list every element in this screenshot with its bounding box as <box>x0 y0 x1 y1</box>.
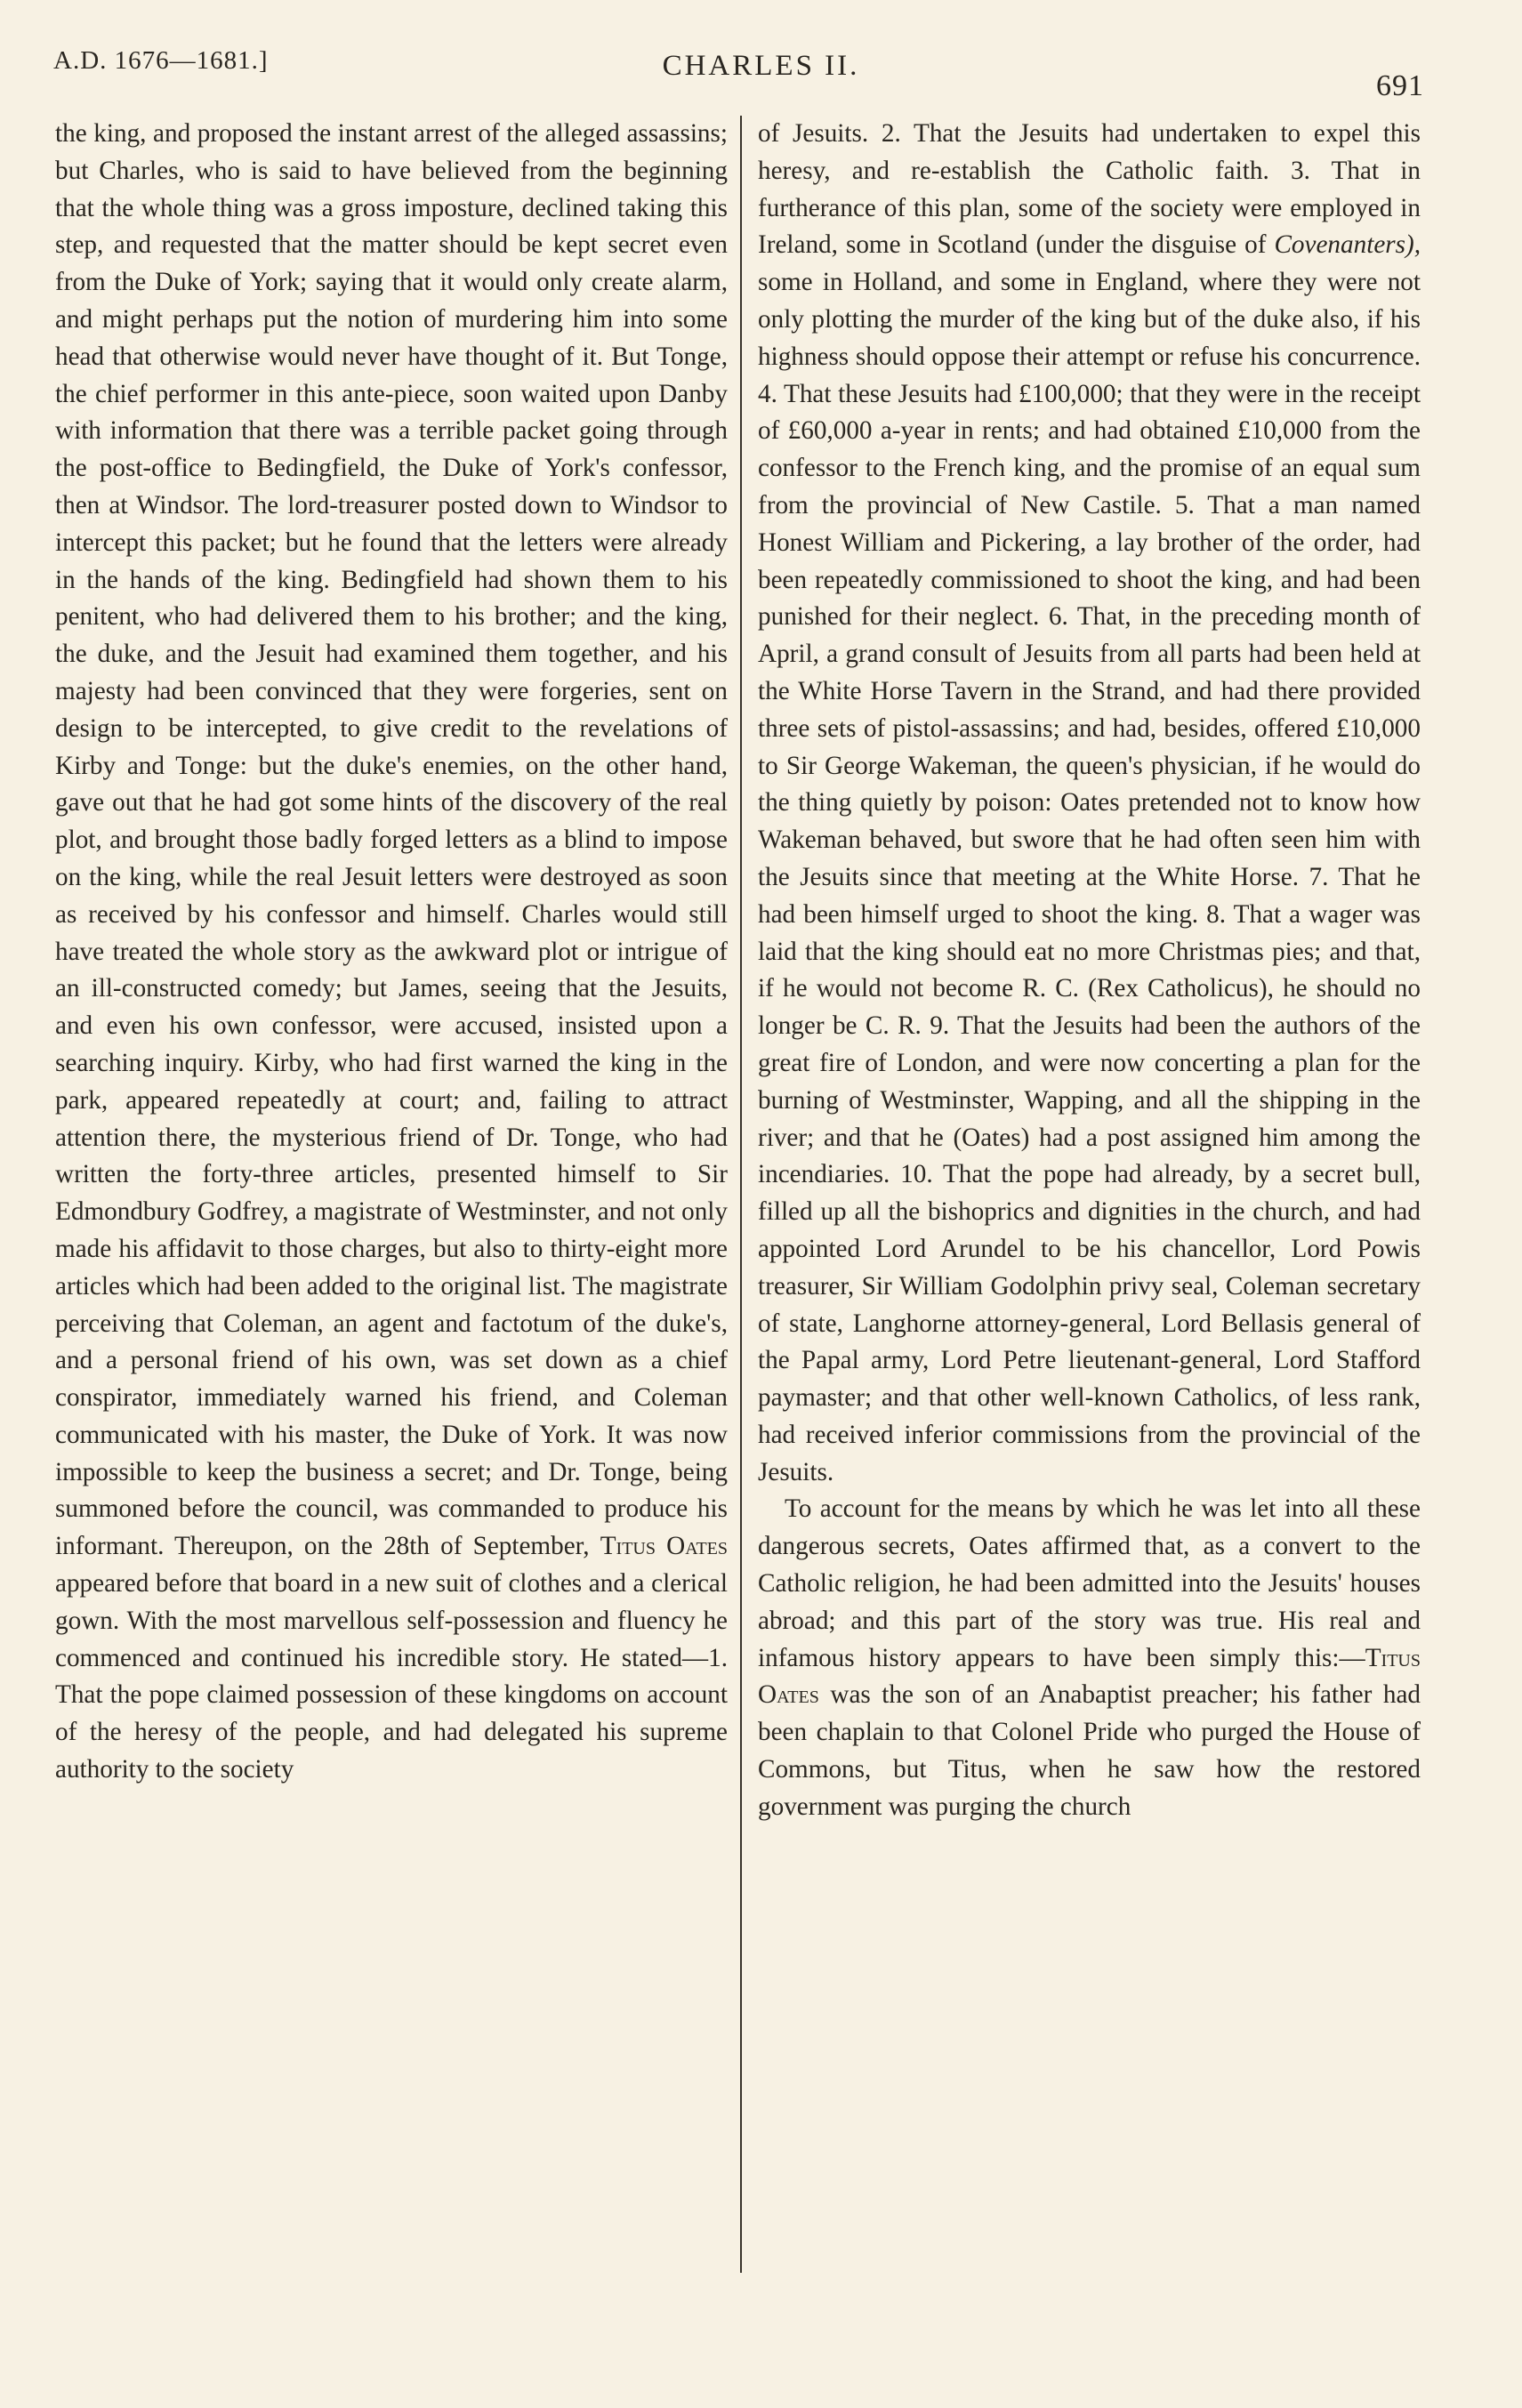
covenanters-italic: Covenanters), <box>1274 230 1421 260</box>
left-paragraph-text: the king, and proposed the instant arrest of the alleged assassins; but Charles, who is said to have believed from the beginning that the whole thing was a gross imposture, declined taking this step, and requested that the matter should be kept secret even from the Duke of York; saying that it would only create alarm, and might perhaps put the notion of murdering him into some head that otherwise would never have thought of it. But Tonge, the chief performer in this ante-piece, soon waited upon Danby with information that there was a terrible packet going through the post-office to Bedingfield, the Duke of York's confessor, then at Windsor. The lord-treasurer posted down to Windsor to intercept this packet; but he found that the letters were already in the hands of the king. Bedingfield had shown them to his penitent, who had delivered them to his brother; and the king, the duke, and the Jesuit had examined them together, and his majesty had been convinced that they were forgeries, sent on design to be intercepted, to give credit to the revelations of Kirby and Tonge: but the duke's enemies, on the other hand, gave out that he had got some hints of the discovery of the real plot, and brought those badly forged letters as a blind to impose on the king, while the real Jesuit letters were destroyed as soon as received by his confessor and himself. Charles would still have treated the whole story as the awkward plot or intrigue of an ill-constructed comedy; but James, seeing that the Jesuits, and even his own confessor, were accused, insisted upon a searching inquiry. Kirby, who had first warned the king in the park, appeared repeatedly at court; and, failing to attract attention there, the mysterious friend of Dr. Tonge, who had written the forty-three articles, presented himself to Sir Edmondbury Godfrey, a magistrate of Westminster, and not only made his affidavit to those charges, but also to thirty-eight more articles which had been added to the original list. The magistrate perceiving that Coleman, an agent and factotum of the duke's, and a personal friend of his own, was set down as a chief conspirator, immediately warned his friend, and Coleman communicated with his master, the Duke of York. It was now impossible to keep the business a secret; and Dr. Tonge, being summoned before the council, was commanded to produce his informant. Thereupon, on the 28th of September, <box>55 119 728 1561</box>
right-paragraph-1-text: of Jesuits. 2. That the Jesuits had undertaken to expel this heresy, and re-establish the Catholic faith. 3. That in furtherance of this plan, some of the society were employed in Ireland, some in Scotland (under the disguise of <box>758 119 1421 260</box>
page-header <box>0 0 1522 107</box>
left-paragraph-text-end: appeared before that board in a new suit of clothes and a clerical gown. With the most marvellous self-possession and fluency he commenced and continued his incredible story. He stated—1. That the pope claimed possession of these kingdoms on account of the heresy of the people, and had delegated his supreme authority to the society <box>55 1569 728 1784</box>
running-head-dates: A.D. 1676—1681.] <box>53 46 269 75</box>
right-paragraph-2-text: To account for the means by which he was let into all these dangerous secrets, Oates affirmed that, as a convert to the Catholic religion, he had been admitted into the Jesuits' houses abroad; and this part of the story was true. His real and infamous history appears to have been simply this:— <box>758 1494 1421 1672</box>
right-paragraph-2 <box>758 1491 1421 1825</box>
titus-oates-name: Titus Oates <box>600 1532 729 1561</box>
running-head-title: CHARLES II. <box>662 50 860 82</box>
column-divider <box>740 116 742 2273</box>
right-paragraph-1 <box>758 116 1421 1491</box>
right-paragraph-1-text-b: some in Holland, and some in England, where they were not only plotting the murder of the king but of the duke also, if his highness should oppose their attempt or refuse his concurrence. 4. That these Jesuits had £100,000; that they were in the receipt of £60,000 a-year in rents; and had obtained £10,000 from the confessor to the French king, and the promise of an equal sum from the provincial of New Castile. 5. That a man named Honest William and Pickering, a lay brother of the order, had been repeatedly commissioned to shoot the king, and had been punished for their neglect. 6. That, in the preceding month of April, a grand consult of Jesuits from all parts had been held at the White Horse Tavern in the Strand, and had there provided three sets of pistol-assassins; and had, besides, offered £10,000 to Sir George Wakeman, the queen's physician, if he would do the thing quietly by poison: Oates pretended not to know how Wakeman behaved, but swore that he had often seen him with the Jesuits since that meeting at the White Horse. 7. That he had been himself urged to shoot the king. 8. That a wager was laid that the king should eat no more Christmas pies; and that, if he would not become R. C. (Rex Catholicus), he should no longer be C. R. 9. That the Jesuits had been the authors of the great fire of London, and were now concerting a plan for the burning of Westminster, Wapping, and all the shipping in the river; and that he (Oates) had a post assigned him among the incendiaries. 10. That the pope had already, by a secret bull, filled up all the bishoprics and dignities in the church, and had appointed Lord Arundel to be his chancellor, Lord Powis treasurer, Sir William Godolphin privy seal, Coleman secretary of state, Langhorne attorney-general, Lord Bellasis general of the Papal army, Lord Petre lieutenant-general, Lord Stafford paymaster; and that other well-known Catholics, of less rank, had received inferior commissions from the provincial of the Jesuits. <box>758 268 1421 1486</box>
right-column <box>758 116 1421 1826</box>
right-paragraph-2-text-end: was the son of an Anabaptist preacher; his father had been chaplain to that Colonel Pride who purged the House of Commons, but Titus, when he saw how the restored government was purging the church <box>758 1680 1421 1821</box>
page-number: 691 <box>1376 69 1424 102</box>
titus-oates-name-2: Titus Oates <box>758 1643 1421 1710</box>
left-paragraph <box>55 116 728 1789</box>
left-column <box>55 116 728 1789</box>
